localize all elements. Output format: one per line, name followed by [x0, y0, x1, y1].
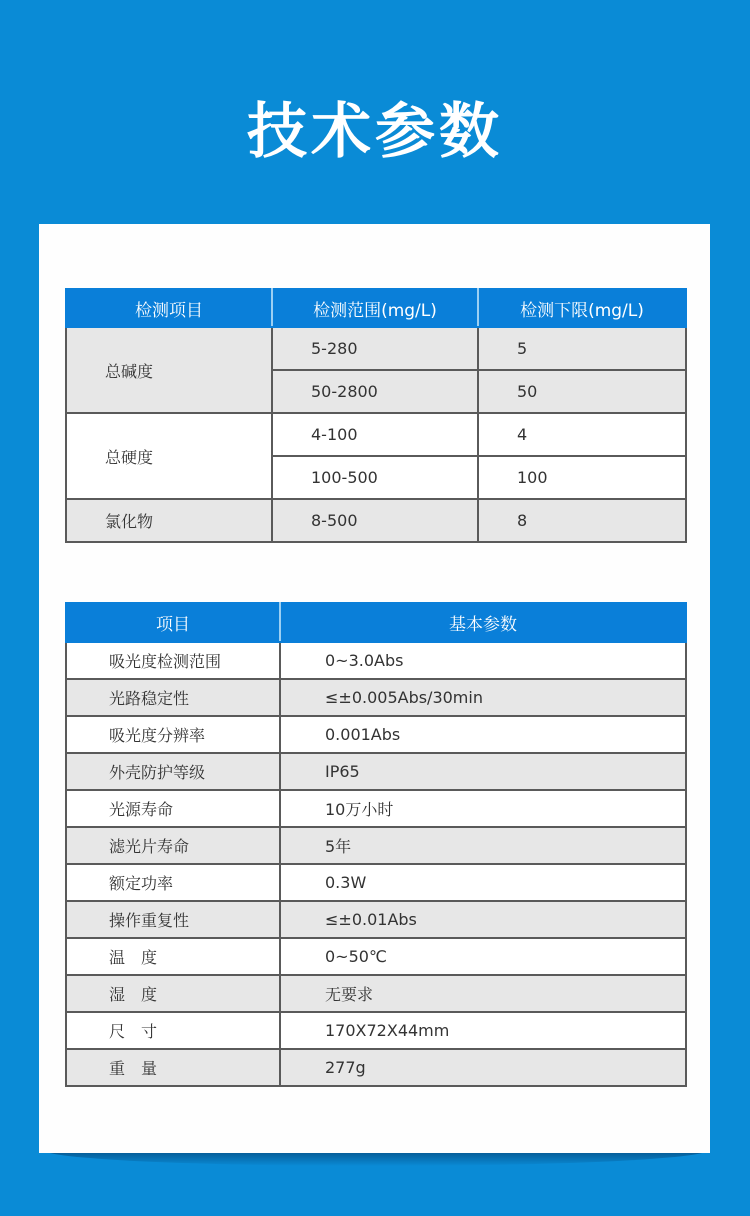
range-cell: 5-280 [272, 327, 478, 370]
value-cell: ≤±0.005Abs/30min [280, 679, 686, 716]
value-cell: 5年 [280, 827, 686, 864]
value-cell: 170X72X44mm [280, 1012, 686, 1049]
item-cell: 滤光片寿命 [66, 827, 280, 864]
table-row [66, 975, 686, 1012]
table-row [66, 901, 686, 938]
item-cell: 额定功率 [66, 864, 280, 901]
table-row [66, 642, 686, 679]
limit-cell: 8 [478, 499, 686, 542]
table-row [66, 790, 686, 827]
value-cell: 10万小时 [280, 790, 686, 827]
spec-card [39, 224, 710, 1153]
header-limit: 检测下限(mg/L) [478, 289, 686, 327]
range-cell: 8-500 [272, 499, 478, 542]
item-cell: 总碱度 [66, 327, 272, 413]
value-cell: IP65 [280, 753, 686, 790]
table-row [66, 827, 686, 864]
value-cell: ≤±0.01Abs [280, 901, 686, 938]
table-row [66, 499, 686, 542]
item-cell: 光源寿命 [66, 790, 280, 827]
header-item: 项目 [66, 603, 280, 642]
range-cell: 50-2800 [272, 370, 478, 413]
item-cell: 外壳防护等级 [66, 753, 280, 790]
table-row [66, 938, 686, 975]
spec-table [65, 602, 687, 1087]
value-cell: 0~50℃ [280, 938, 686, 975]
value-cell: 0.3W [280, 864, 686, 901]
range-cell: 4-100 [272, 413, 478, 456]
value-cell: 0.001Abs [280, 716, 686, 753]
table-row [66, 679, 686, 716]
table-row [66, 864, 686, 901]
limit-cell: 5 [478, 327, 686, 370]
item-cell: 尺 寸 [66, 1012, 280, 1049]
table-row [66, 1012, 686, 1049]
table-header-row [66, 603, 686, 642]
item-cell: 重 量 [66, 1049, 280, 1086]
header-item: 检测项目 [66, 289, 272, 327]
table-header-row [66, 289, 686, 327]
detection-table [65, 288, 687, 543]
page-title: 技术参数 [247, 97, 503, 167]
table-row [66, 413, 686, 456]
item-cell: 湿 度 [66, 975, 280, 1012]
limit-cell: 50 [478, 370, 686, 413]
limit-cell: 4 [478, 413, 686, 456]
header-value: 基本参数 [280, 603, 686, 642]
table-row [66, 753, 686, 790]
item-cell: 氯化物 [66, 499, 272, 542]
item-cell: 光路稳定性 [66, 679, 280, 716]
item-cell: 吸光度检测范围 [66, 642, 280, 679]
item-cell: 总硬度 [66, 413, 272, 499]
table-row [66, 327, 686, 370]
item-cell: 吸光度分辨率 [66, 716, 280, 753]
header-range: 检测范围(mg/L) [272, 289, 478, 327]
table-row [66, 716, 686, 753]
value-cell: 无要求 [280, 975, 686, 1012]
table-row [66, 1049, 686, 1086]
item-cell: 温 度 [66, 938, 280, 975]
value-cell: 277g [280, 1049, 686, 1086]
value-cell: 0~3.0Abs [280, 642, 686, 679]
range-cell: 100-500 [272, 456, 478, 499]
limit-cell: 100 [478, 456, 686, 499]
item-cell: 操作重复性 [66, 901, 280, 938]
